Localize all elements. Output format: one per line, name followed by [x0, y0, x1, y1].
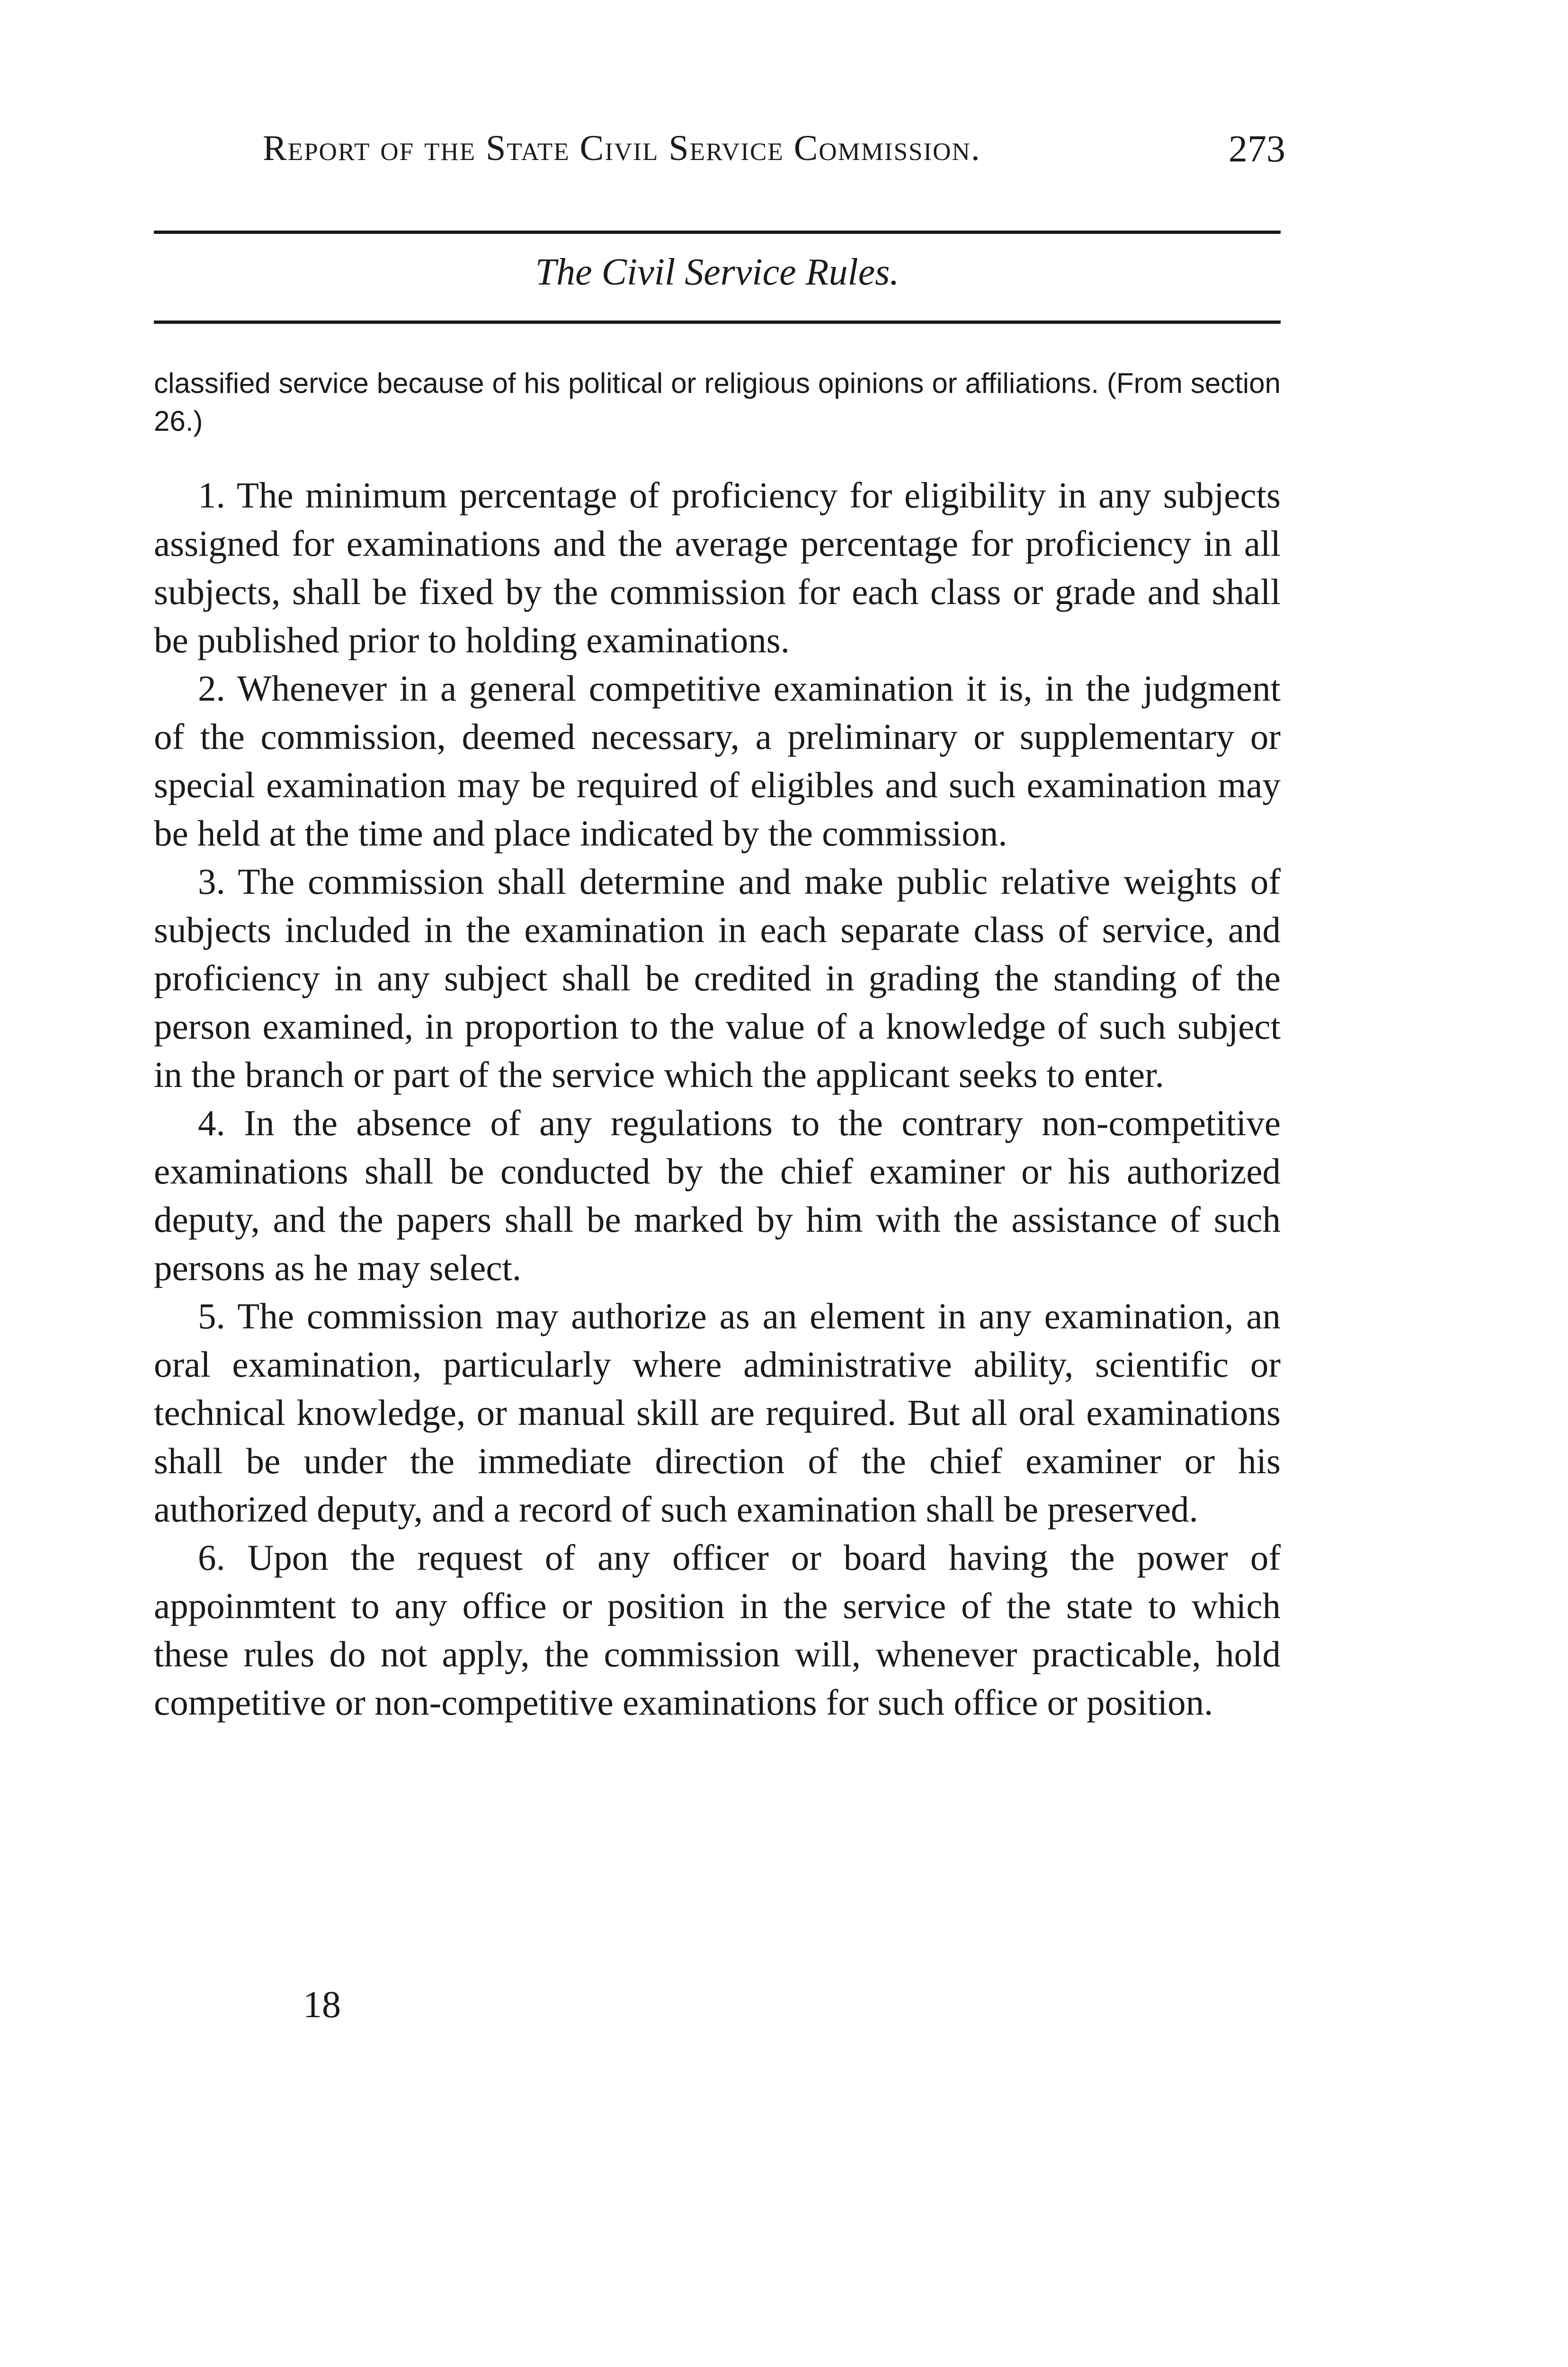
rule-3: 3. The commission shall determine and make public relative weights of subjects included in the examination in each separate class of service, and proficiency in any subject shall be credited in grading the standing of the person examined, in proportion to the value of a knowledge of such subject in the branch or part of the service which the applicant seeks to enter. [154, 861, 1281, 1095]
signature-mark: 18 [303, 1984, 341, 2026]
rule-6: 6. Upon the request of any officer or board having the power of appoinmtent to any office or position in the service of the state to which these rules do not apply, the commission will, whenever practicable, hold competitive or non-competitive examinations for such office or position. [154, 1537, 1281, 1723]
top-rule [154, 231, 1281, 234]
section-title: The Civil Service Rules. [535, 251, 900, 293]
page-header [263, 128, 1285, 185]
rules-list [154, 471, 1281, 1726]
running-head: Report of the State Civil Service Commission. [263, 128, 981, 168]
intro-text: classified service because of his political or religious opinions or affiliations. (From section 26.) [154, 367, 1281, 437]
bottom-rule [154, 320, 1281, 324]
rule-1: 1. The minimum percentage of proficiency for eligibility in any subjects assigned for examinations and the average percentage for proficiency in all subjects, shall be fixed by the commission for each class or grade and shall be published prior to holding examinations. [154, 475, 1281, 660]
rule-4: 4. In the absence of any regulations to the contrary non-competitive examinations shall be conducted by the chief examiner or his authorized deputy, and the papers shall be marked by him with the assistance of such persons as he may select. [154, 1103, 1281, 1288]
page-number: 273 [1229, 128, 1285, 170]
rule-5: 5. The commission may authorize as an element in any examination, an oral examination, particularly where administrative ability, scientific or technical knowledge, or manual skill are required. But all oral examinations shall be under the immediate direction of the chief examiner or his authorized deputy, and a record of such examination shall be preserved. [154, 1296, 1281, 1530]
rule-2: 2. Whenever in a general competitive examination it is, in the judgment of the commission, deemed necessary, a preliminary or supplementary or special examination may be required of eligibles and such examination may be held at the time and place indicated by the commission. [154, 668, 1281, 854]
